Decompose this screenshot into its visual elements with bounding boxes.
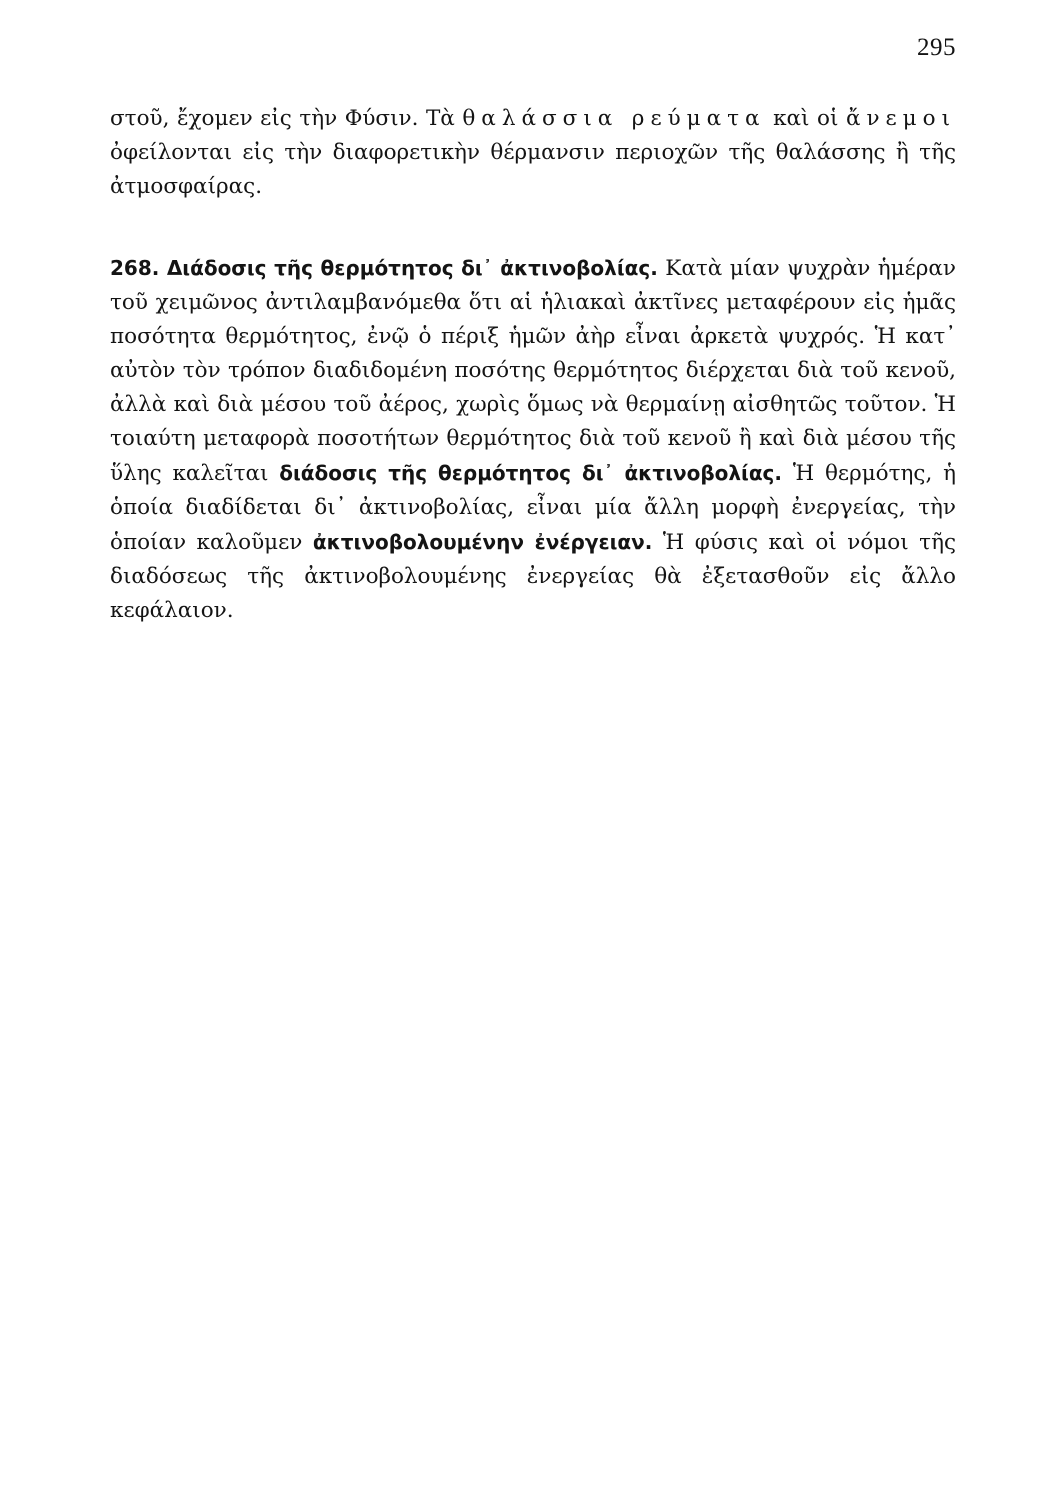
- text-run: καὶ οἱ: [765, 106, 846, 131]
- text-run: Ἡ θερμότης, ἡ ὁποία διαδίδεται δι᾽ ἀκτινοβολίας, εἶναι μία ἄλλη μορφὴ ἐνεργείας, τὴν ὁποίαν καλοῦμεν: [110, 461, 956, 555]
- text-run: Ἡ φύσις καὶ οἱ νόμοι τῆς διαδόσεως τῆς ἀκτινοβολουμένης ἐνεργείας θὰ ἐξετασθοῦν εἰς ἄλλο κεφάλαιον.: [110, 530, 956, 623]
- text-run: Κατὰ μίαν ψυχρὰν ἡμέραν τοῦ χειμῶνος ἀντιλαμβανόμεθα ὅτι αἱ ἡλιακαὶ ἀκτῖνες μεταφέρουν εἰς ἡμᾶς ποσότητα θερμότητος, ἐνῷ ὁ πέριξ ἡμῶν ἀὴρ εἶναι ἀρκετὰ ψυχρός. Ἡ κατ᾽ αὐτὸν τὸν τρόπον διαδιδομένη ποσότης θερμότητος διέρχεται διὰ τοῦ κενοῦ, ἀλλὰ καὶ διὰ μέσου τοῦ ἀέρος, χωρὶς ὅμως νὰ θερμαίνῃ αἰσθητῶς τοῦτον. Ἡ τοιαύτη μεταφορὰ ποσοτήτων θερμότητος διὰ τοῦ κενοῦ ἢ καὶ διὰ μέσου τῆς ὕλης καλεῖται: [110, 256, 956, 486]
- text-run: ὀφείλονται εἰς τὴν διαφορετικὴν θέρμανσιν περιοχῶν τῆς θαλάσσης ἢ τῆς ἀτμοσφαίρας.: [110, 140, 956, 199]
- section-heading: Διάδοσις τῆς θερμότητος δι᾽ ἀκτινοβολίας.: [166, 256, 658, 280]
- text-run: Τὰ: [425, 106, 463, 131]
- bold-term-radiation-transfer: διάδοσις τῆς θερμότητος δι᾽ ἀκτινοβολίας.: [279, 461, 783, 485]
- section-268: [110, 251, 956, 628]
- bold-term-radiant-energy: ἀκτινοβολουμένην ἐνέργειαν.: [312, 530, 653, 554]
- section-number: 268.: [110, 256, 160, 280]
- paragraph-text: [110, 102, 956, 204]
- paragraph-continuation: [110, 102, 956, 204]
- section-paragraph: [110, 251, 956, 628]
- page-number: 295: [917, 34, 956, 61]
- spaced-term-sea-currents: θαλάσσια ρεύματα: [462, 106, 766, 131]
- text-run: στοῦ, ἔχομεν εἰς τὴν Φύσιν.: [110, 106, 426, 131]
- spaced-term-winds: ἄνεμοι: [845, 106, 957, 131]
